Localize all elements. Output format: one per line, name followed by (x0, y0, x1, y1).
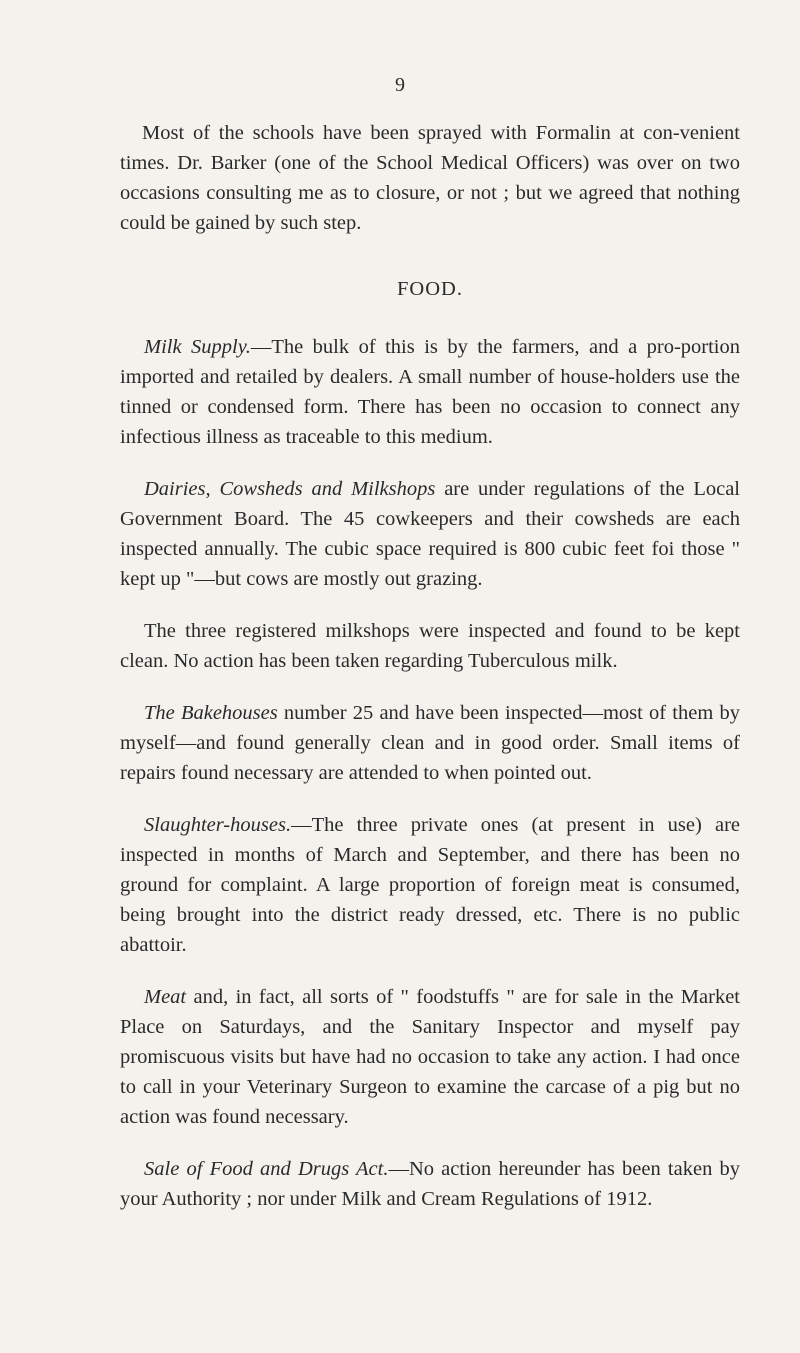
paragraph-lead: Milk Supply. (144, 336, 251, 358)
paragraph-text: number 25 and have been inspected—most of them by myself—and found generally clean and in good order. Small items of repairs found necessary are attended to when pointed out. (120, 702, 741, 784)
paragraph-milkshops (120, 616, 740, 676)
paragraph-text: —No action hereunder has been taken by your Authority ; nor under Milk and Cream Regulations of 1912. (120, 1158, 740, 1210)
paragraph-lead: Meat (144, 986, 187, 1008)
paragraph-milk-supply (120, 332, 740, 452)
paragraph-food-drugs-act (120, 1154, 740, 1214)
paragraph-slaughter-houses (120, 810, 740, 960)
paragraph-lead: Dairies, Cowsheds and Milkshops (144, 478, 436, 500)
paragraph-meat (120, 982, 740, 1132)
paragraph-text: —The three private ones (at present in use) are inspected in months of March and September, and there has been no ground for complaint. A large proportion of foreign meat is consumed, being brought into the district ready dressed, etc. There is no public abattoir. (120, 814, 740, 956)
page-content (120, 118, 740, 1236)
paragraph-text: are under regulations of the Local Government Board. The 45 cowkeepers and their cowsheds are each inspected annually. The cubic space required is 800 cubic feet foi those " kept up "—but cows are mostly out grazing. (120, 478, 740, 590)
paragraph-text: The three registered milkshops were inspected and found to be kept clean. No action has been taken regarding Tuberculous milk. (120, 620, 740, 672)
page-number: 9 (395, 74, 405, 96)
paragraph-text: —The bulk of this is by the farmers, and a pro-portion imported and retailed by dealers. A small number of house-holders use the tinned or condensed form. There has been no occasion to connect any infectious illness as traceable to this medium. (120, 336, 740, 448)
paragraph-schools: Most of the schools have been sprayed with Formalin at con-venient times. Dr. Barker (one of the School Medical Officers) was over on two occasions consulting me as to closure, or not ; but we agreed that nothing could be gained by such step. (120, 122, 740, 234)
paragraph-lead: The Bakehouses (144, 702, 278, 724)
paragraph-bakehouses (120, 698, 740, 788)
paragraph-dairies (120, 474, 740, 594)
paragraph-lead: Slaughter-houses. (144, 814, 292, 836)
paragraph-lead: Sale of Food and Drugs Act. (144, 1158, 389, 1180)
paragraph-text: and, in fact, all sorts of " foodstuffs " are for sale in the Market Place on Saturdays, and the Sanitary Inspector and myself pay promiscuous visits but have had no occasion to take any action. I had once to call in your Veterinary Surgeon to examine the carcase of a pig but no action was found necessary. (120, 986, 740, 1128)
section-heading-food: FOOD. (397, 278, 463, 300)
